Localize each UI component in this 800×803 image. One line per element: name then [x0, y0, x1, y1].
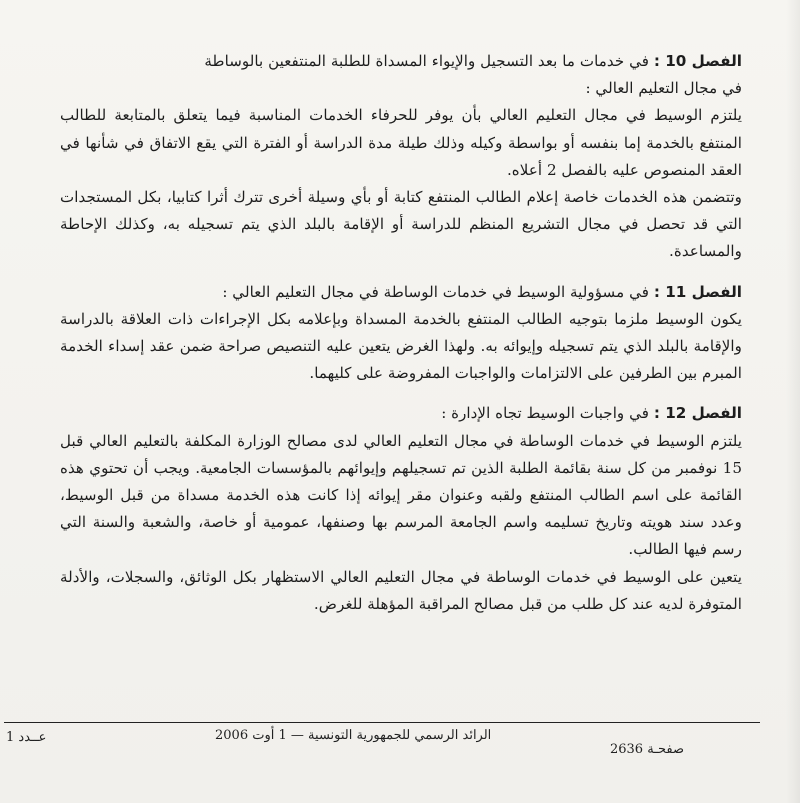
section-10-paragraph-2: وتتضمن هذه الخدمات خاصة إعلام الطالب المنتفع كتابة أو بأي وسيلة أخرى تترك أثرا كتابيا، بكل المستجدات التي قد تحصل في مجال التشريع المنظم للدراسة أو الإقامة بالبلد الذي يتم تسجيله به، وكذلك الإحاطة والمساعدة.: [60, 188, 742, 261]
page-footer: [0, 728, 800, 758]
section-11-paragraph: يكون الوسيط ملزما بتوجيه الطالب المنتفع بالخدمة المسداة وبإعلامه بكل الإجراءات ذات العلاقة بالدراسة والإقامة بالبلد الذي يتم تسجيله وإيوائه به. ولهذا الغرض يتعين عليه التنصيص صراحة ضمن عقد إسداء الخدمة المبرم بين الطرفين على الالتزامات والواجبات المفروضة على كليهما.: [60, 309, 742, 383]
section-10-heading-cont: في مجال التعليم العالي :: [585, 79, 742, 98]
section-11-title: الفصل 11 :: [653, 282, 742, 301]
scan-shadow: [786, 0, 800, 803]
footer-divider: [4, 722, 760, 723]
section-10-heading-text: في خدمات ما بعد التسجيل والإيواء المسداة للطلبة المنتفعين بالوساطة: [204, 52, 649, 70]
section-12-title: الفصل 12 :: [653, 404, 742, 423]
section-12-paragraph-1: يلتزم الوسيط في خدمات الوساطة في مجال التعليم العالي لدى مصالح الوزارة المكلفة بالتعليم العالي قبل 15 نوفمبر من كل سنة بقائمة الطلبة الذين تم تسجيلهم وإيوائهم بالمؤسسات الجامعية. ويجب أن تحتوي هذه القائمة على اسم الطالب المنتفع ولقبه وعنوان مقر إيوائه إذا كانت هذه الخدمة مسداة من قبل الوسيط، وعدد سند هويته وتاريخ تسليمه واسم الجامعة المرسم بها وصنفها، عمومية أو خاصة، والشعبة والسنة التي رسم فيها الطالب.: [60, 431, 742, 559]
footer-issue-number: عــدد 1: [6, 730, 47, 745]
section-12-heading: [60, 400, 742, 427]
footer-gazette-title: الرائد الرسمي للجمهورية التونسية — 1 أوت 2006: [215, 728, 492, 743]
section-11-heading-text: في مسؤولية الوسيط في خدمات الوساطة في مجال التعليم العالي :: [222, 282, 649, 301]
section-10-paragraph-1: يلتزم الوسيط في مجال التعليم العالي بأن يوفر للحرفاء الخدمات المناسبة فيما يتعلق بالمتابعة للطالب المنتفع بالخدمة إما بنفسه أو بواسطة وكيله وذلك طيلة مدة الدراسة أو الفترة التي يقع الاتفاق في شأنها في العقد المنصوص عليه بالفصل 2 أعلاه.: [60, 106, 742, 179]
section-11-heading: [60, 279, 742, 306]
section-10-title: الفصل 10 :: [653, 52, 742, 70]
footer-page-number: صفحـة 2636: [609, 742, 684, 757]
document-body: [60, 48, 742, 618]
section-12-paragraph-2: يتعين على الوسيط في خدمات الوساطة في مجال التعليم العالي الاستظهار بكل الوثائق، والسجلات، والأدلة المتوفرة لديه عند كل طلب من قبل مصالح المراقبة المؤهلة للغرض.: [60, 567, 742, 613]
section-10-heading: [60, 48, 742, 75]
section-12-heading-text: في واجبات الوسيط تجاه الإدارة :: [441, 404, 649, 423]
